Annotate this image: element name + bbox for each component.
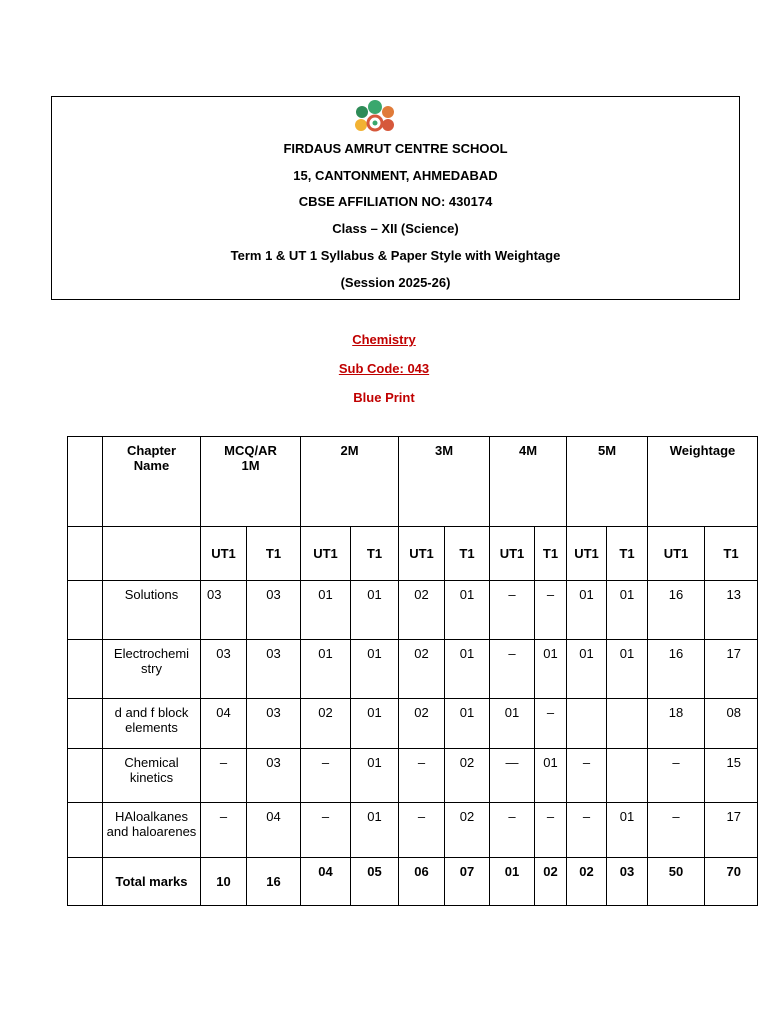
mcq-ut1-cell: 03	[201, 581, 247, 640]
m5-t1-cell	[607, 749, 648, 803]
table-row	[68, 581, 758, 640]
m2-t1-cell: 01	[351, 749, 399, 803]
m3-t1-header: T1	[445, 527, 490, 581]
m5-ut1-cell: 01	[567, 640, 607, 699]
m5-ut1-cell	[567, 699, 607, 749]
chapter-cell: Solutions	[103, 581, 201, 640]
m5-t1-cell: 01	[607, 803, 648, 858]
m4-ut1-header: UT1	[490, 527, 535, 581]
mcq-ut1-cell: –	[201, 749, 247, 803]
m5-ut1-header: UT1	[567, 527, 607, 581]
m2-ut1-cell: –	[301, 803, 351, 858]
total-mcq-ut1: 10	[201, 858, 247, 906]
total-m4-ut1: 01	[490, 858, 535, 906]
m3-ut1-header: UT1	[399, 527, 445, 581]
mcq-ut1-cell: 03	[201, 640, 247, 699]
table-row	[68, 749, 758, 803]
weightage-t1-cell: 17	[705, 640, 758, 699]
m2-ut1-cell: –	[301, 749, 351, 803]
m2-t1-cell: 01	[351, 640, 399, 699]
m5-t1-cell: 01	[607, 581, 648, 640]
m4-t1-cell: –	[535, 803, 567, 858]
weightage-ut1-cell: –	[648, 803, 705, 858]
mcq-t1-header: T1	[247, 527, 301, 581]
m5-ut1-cell: –	[567, 749, 607, 803]
weightage-ut1-cell: –	[648, 749, 705, 803]
mcq-ut1-cell: –	[201, 803, 247, 858]
weightage-ut1-cell: 16	[648, 581, 705, 640]
serial-cell	[68, 858, 103, 906]
m4-ut1-cell: –	[490, 640, 535, 699]
m3-t1-cell: 01	[445, 699, 490, 749]
mcq-t1-cell: 04	[247, 803, 301, 858]
school-logo-icon	[353, 98, 397, 138]
m5-t1-header: T1	[607, 527, 648, 581]
m5-ut1-cell: 01	[567, 581, 607, 640]
mcq-t1-cell: 03	[247, 581, 301, 640]
total-label: Total marks	[103, 858, 201, 906]
chapter-cell: Electrochemi stry	[103, 640, 201, 699]
weightage-ut1-header: UT1	[648, 527, 705, 581]
m2-t1-cell: 01	[351, 803, 399, 858]
m2-ut1-header: UT1	[301, 527, 351, 581]
chapter-cell: HAloalkanes and haloarenes	[103, 803, 201, 858]
weightage-ut1-cell: 16	[648, 640, 705, 699]
m2-t1-cell: 01	[351, 699, 399, 749]
total-weightage-ut1: 50	[648, 858, 705, 906]
mcq-t1-cell: 03	[247, 640, 301, 699]
m2-header: 2M	[301, 437, 399, 527]
school-address: 15, CANTONMENT, AHMEDABAD	[293, 168, 498, 183]
total-m2-ut1: 04	[301, 858, 351, 906]
chapter-cell: Chemical kinetics	[103, 749, 201, 803]
mcq-ut1-cell: 04	[201, 699, 247, 749]
m2-t1-cell: 01	[351, 581, 399, 640]
table-row	[68, 803, 758, 858]
weightage-header: Weightage	[648, 437, 758, 527]
total-weightage-t1: 70	[705, 858, 758, 906]
weightage-ut1-cell: 18	[648, 699, 705, 749]
m4-t1-header: T1	[535, 527, 567, 581]
m3-t1-cell: 01	[445, 581, 490, 640]
subject-name: Chemistry	[352, 332, 416, 347]
m3-ut1-cell: 02	[399, 640, 445, 699]
subject-code: Sub Code: 043	[338, 361, 430, 376]
total-m5-t1: 03	[607, 858, 648, 906]
weightage-t1-cell: 15	[705, 749, 758, 803]
blueprint-table	[67, 436, 758, 906]
serial-cell	[68, 749, 103, 803]
total-m3-t1: 07	[445, 858, 490, 906]
weightage-t1-cell: 08	[705, 699, 758, 749]
m4-t1-cell: –	[535, 699, 567, 749]
m3-ut1-cell: 02	[399, 581, 445, 640]
total-m3-ut1: 06	[399, 858, 445, 906]
total-m2-t1: 05	[351, 858, 399, 906]
weightage-t1-cell: 13	[705, 581, 758, 640]
m2-ut1-cell: 02	[301, 699, 351, 749]
m4-t1-cell: 01	[535, 640, 567, 699]
m3-ut1-cell: 02	[399, 699, 445, 749]
m3-header: 3M	[399, 437, 490, 527]
m3-ut1-cell: –	[399, 749, 445, 803]
total-mcq-t1: 16	[247, 858, 301, 906]
serial-cell	[68, 640, 103, 699]
document-type: Blue Print	[353, 390, 415, 405]
m3-t1-cell: 02	[445, 749, 490, 803]
m4-header: 4M	[490, 437, 567, 527]
m3-ut1-cell: –	[399, 803, 445, 858]
m3-t1-cell: 01	[445, 640, 490, 699]
m5-t1-cell: 01	[607, 640, 648, 699]
mcq-t1-cell: 03	[247, 699, 301, 749]
chapter-name-header: Chapter Name	[103, 437, 201, 527]
serial-cell	[68, 581, 103, 640]
m4-t1-cell: –	[535, 581, 567, 640]
m5-header: 5M	[567, 437, 648, 527]
mcq-header: MCQ/AR 1M	[201, 437, 301, 527]
total-row	[68, 858, 758, 906]
serial-cell	[68, 699, 103, 749]
m5-ut1-cell: –	[567, 803, 607, 858]
chapter-subheader-cell	[103, 527, 201, 581]
m4-ut1-cell: —	[490, 749, 535, 803]
serial-cell	[68, 803, 103, 858]
class-name: Class – XII (Science)	[332, 221, 459, 236]
school-name: FIRDAUS AMRUT CENTRE SCHOOL	[283, 141, 508, 156]
table-row	[68, 699, 758, 749]
weightage-t1-header: T1	[705, 527, 758, 581]
m4-ut1-cell: –	[490, 581, 535, 640]
m4-ut1-cell: –	[490, 803, 535, 858]
m3-t1-cell: 02	[445, 803, 490, 858]
serial-subheader-cell	[68, 527, 103, 581]
chapter-cell: d and f block elements	[103, 699, 201, 749]
m4-ut1-cell: 01	[490, 699, 535, 749]
header-row-marks	[68, 437, 758, 527]
term-title: Term 1 & UT 1 Syllabus & Paper Style with Weightage	[230, 248, 561, 263]
session: (Session 2025-26)	[340, 275, 451, 290]
m4-t1-cell: 01	[535, 749, 567, 803]
total-m5-ut1: 02	[567, 858, 607, 906]
m2-ut1-cell: 01	[301, 640, 351, 699]
mcq-t1-cell: 03	[247, 749, 301, 803]
affiliation-number: CBSE AFFILIATION NO: 430174	[298, 194, 493, 209]
table-row	[68, 640, 758, 699]
header-row-tests	[68, 527, 758, 581]
m2-t1-header: T1	[351, 527, 399, 581]
serial-header-cell	[68, 437, 103, 527]
mcq-ut1-header: UT1	[201, 527, 247, 581]
total-m4-t1: 02	[535, 858, 567, 906]
m5-t1-cell	[607, 699, 648, 749]
weightage-t1-cell: 17	[705, 803, 758, 858]
m2-ut1-cell: 01	[301, 581, 351, 640]
